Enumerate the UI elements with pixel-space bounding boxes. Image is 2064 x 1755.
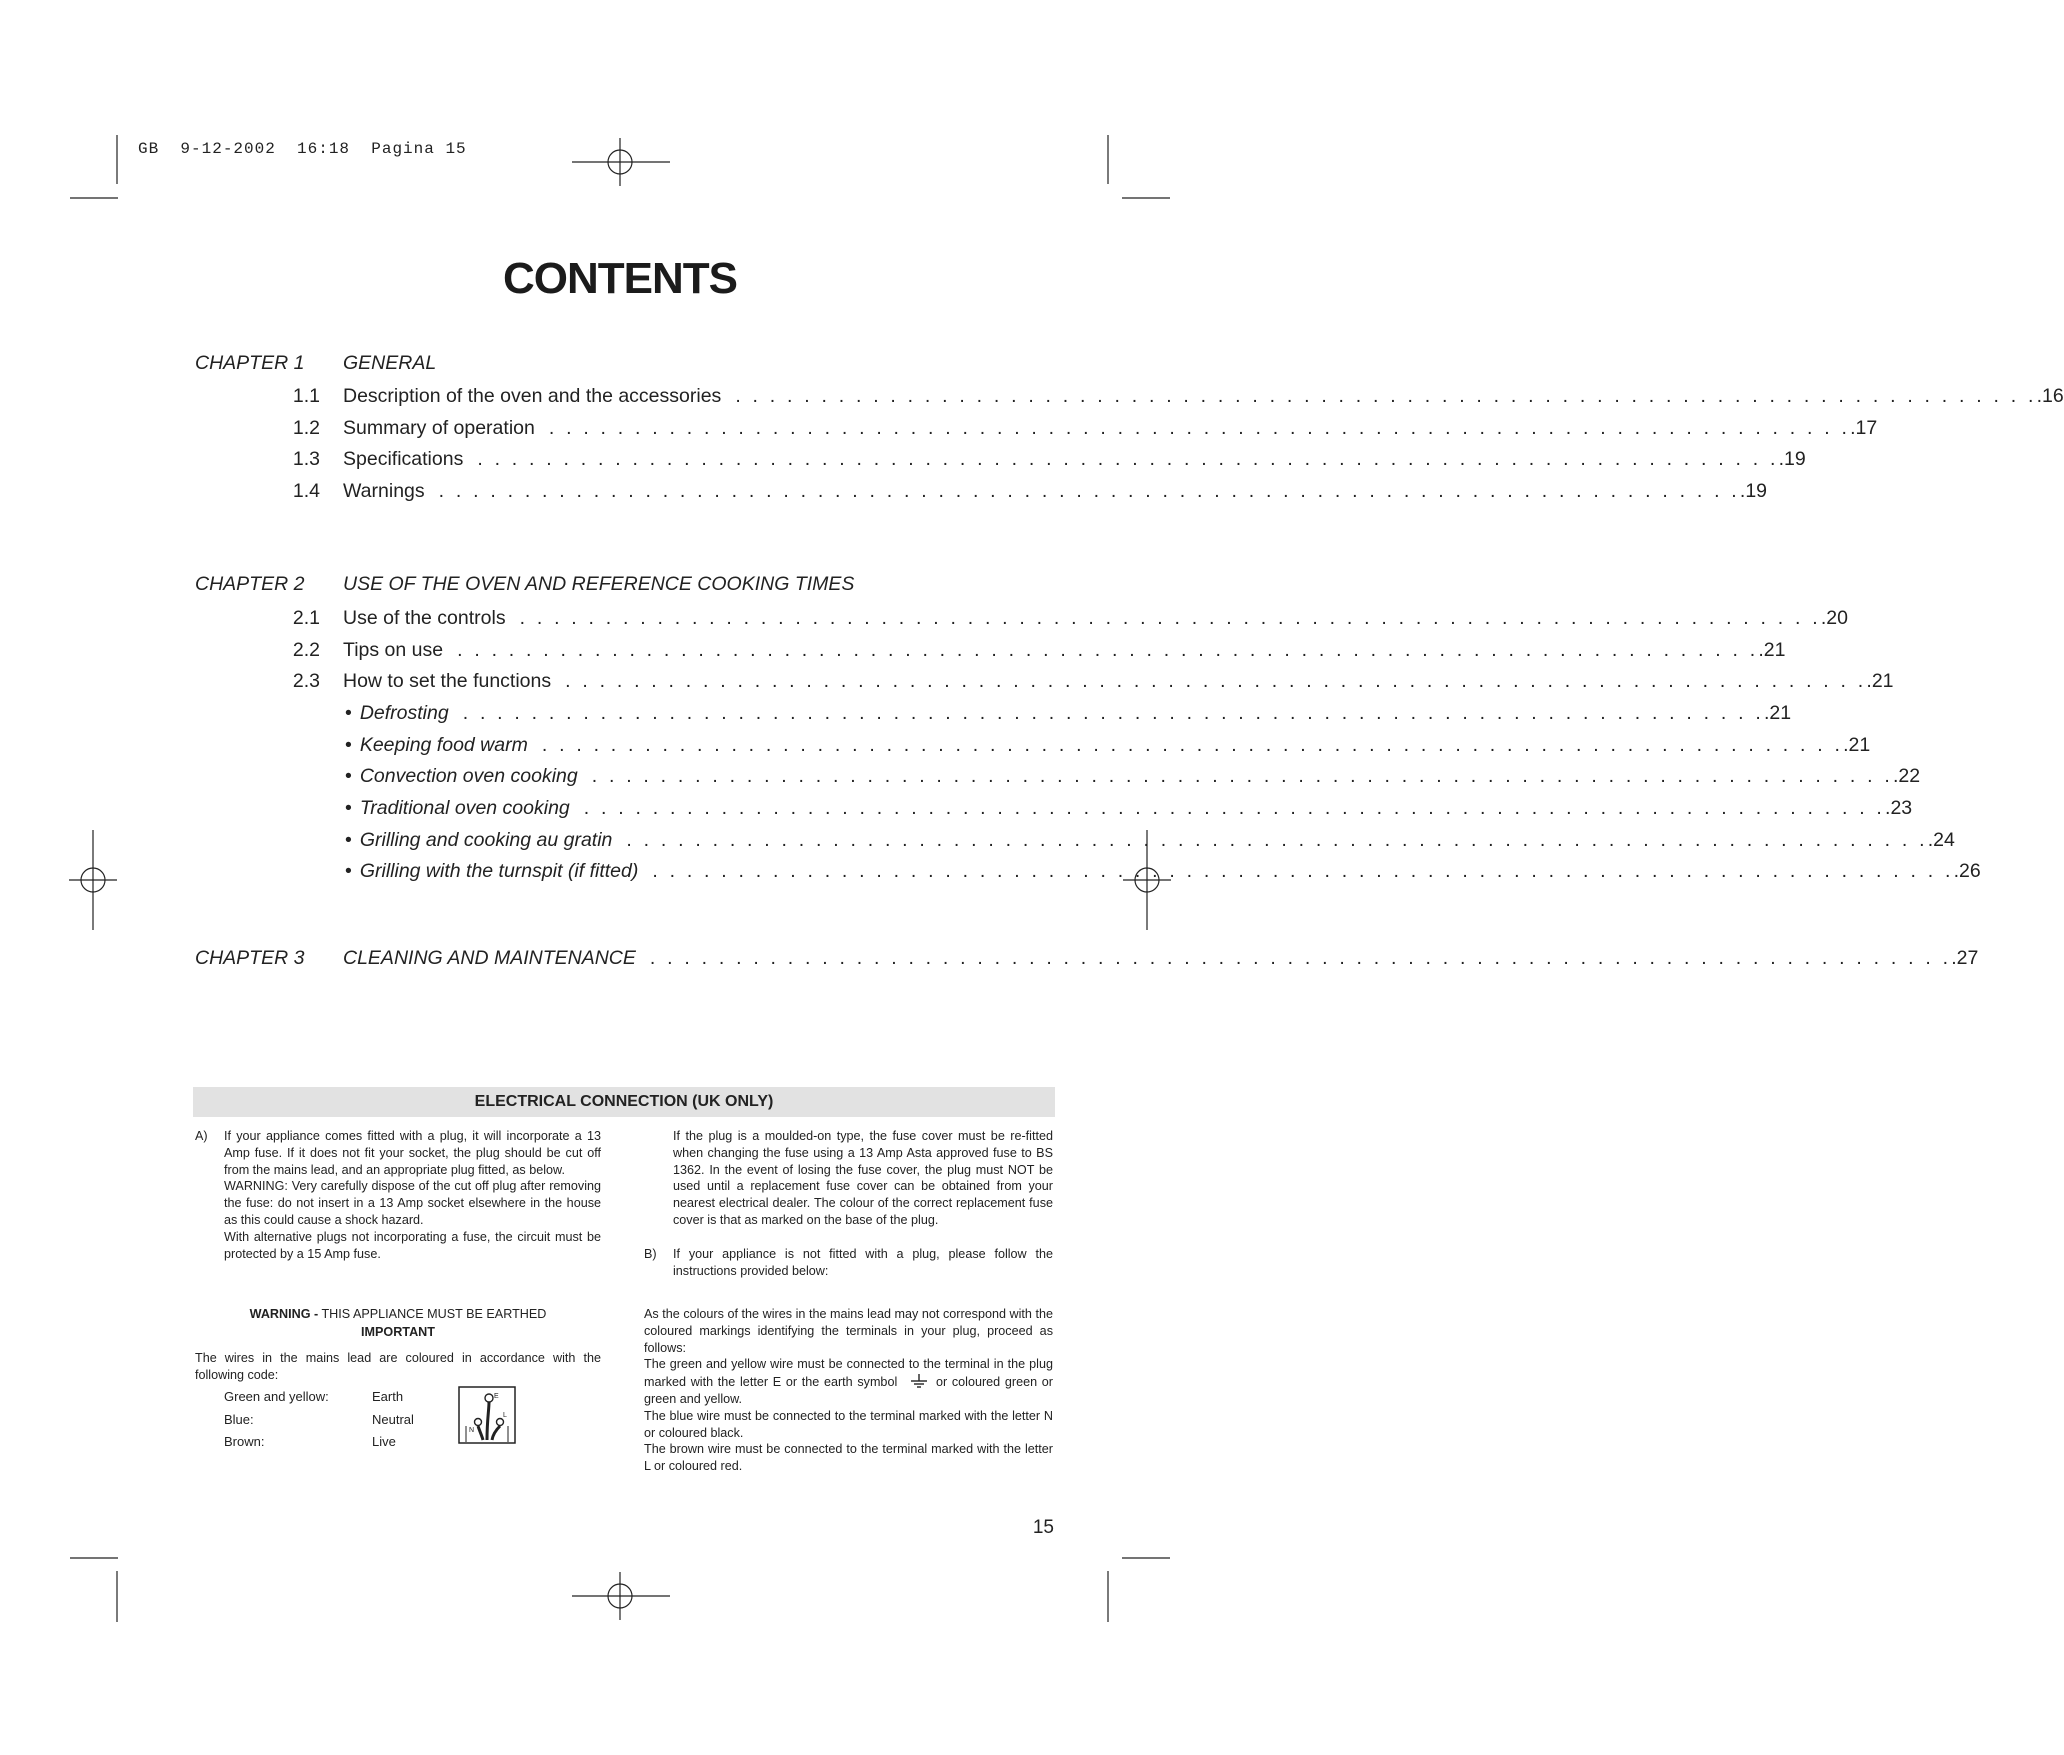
- chapter-label: CHAPTER 1: [195, 352, 305, 374]
- chapter-label: CHAPTER 3: [195, 947, 305, 969]
- toc-text: Grilling with the turnspit (if fitted): [359, 860, 639, 882]
- toc-text: Description of the oven and the accessories: [343, 385, 722, 407]
- toc-entry[interactable]: [195, 444, 1806, 474]
- bullet-icon: •: [345, 797, 352, 819]
- item-b-text: If your appliance is not fitted with a plug, please follow the instructions provided below:: [673, 1247, 1053, 1278]
- toc-leader: . . . . . . . . . . . . . . . . . . . . . . . . . . . . . . . . . . . . . . . . . . . . . . . . . . . . . . . . . . . . . . . . . . . . . . . . . . . .: [583, 797, 1886, 819]
- toc-entry[interactable]: [195, 476, 1768, 506]
- toc-bullet-entry[interactable]: [195, 761, 1921, 791]
- toc-page: .21: [1843, 734, 1871, 756]
- toc-number: 2.2: [292, 639, 320, 661]
- toc-number: 2.1: [292, 607, 320, 629]
- important-label: IMPORTANT: [361, 1325, 435, 1339]
- toc-leader: . . . . . . . . . . . . . . . . . . . . . . . . . . . . . . . . . . . . . . . . . . . . . . . . . . . . . . . . . . . . . . . . . . . . . . . . . . . .: [548, 417, 1851, 439]
- toc-leader: . . . . . . . . . . . . . . . . . . . . . . . . . . . . . . . . . . . . . . . . . . . . . . . . . . . . . . . . . . . . . . . . . . . . . . . . . . . .: [591, 765, 1893, 787]
- page-number: 15: [1032, 1517, 1054, 1538]
- earthed-warning: WARNING - THIS APPLIANCE MUST BE EARTHED: [249, 1307, 547, 1321]
- moulded-plug-text: If the plug is a moulded-on type, the fuse cover must be re-fitted when changing the fuse using a 13 Amp Asta approved fuse to BS 1362. In the event of losing the fuse cover, the plug must NOT be used until a replacement fuse cover can be obtained from your nearest electrical dealer. The colour of the correct replacement fuse cover is that as marked on the base of the plug.: [673, 1129, 1053, 1227]
- toc-leader: . . . . . . . . . . . . . . . . . . . . . . . . . . . . . . . . . . . . . . . . . . . . . . . . . . . . . . . . . . . . . . . . . . . . . . . . . . . .: [477, 448, 1779, 470]
- toc-leader: . . . . . . . . . . . . . . . . . . . . . . . . . . . . . . . . . . . . . . . . . . . . . . . . . . . . . . . . . . . . . . . . . . . . . . . . . . . .: [462, 702, 1764, 724]
- toc-text: How to set the functions: [343, 670, 552, 692]
- chapter-row: [195, 569, 1045, 599]
- toc-page: .23: [1885, 797, 1913, 819]
- toc-leader: . . . . . . . . . . . . . . . . . . . . . . . . . . . . . . . . . . . . . . . . . . . . . . . . . . . . . . . . . . . . . . . . . . . . . . . . . . . .: [519, 607, 1821, 629]
- toc-page: .21: [1763, 702, 1792, 724]
- chapter-title: USE OF THE OVEN AND REFERENCE COOKING TIMES: [343, 573, 855, 595]
- table-row: Green and yellow: Earth: [224, 1389, 404, 1404]
- bullet-icon: •: [345, 860, 352, 882]
- toc-number: 1.4: [292, 480, 320, 502]
- toc-text: Use of the controls: [343, 607, 506, 629]
- chapter-title: GENERAL: [343, 352, 437, 374]
- toc-bullet-entry[interactable]: [195, 856, 1981, 886]
- toc-page: .20: [1820, 607, 1848, 629]
- toc-page: .19: [1739, 480, 1768, 502]
- wires-intro: The wires in the mains lead are coloured in accordance with the following code:: [195, 1351, 601, 1382]
- toc-text: Defrosting: [359, 702, 449, 724]
- toc-number: 2.3: [292, 670, 320, 692]
- toc-leader: . . . . . . . . . . . . . . . . . . . . . . . . . . . . . . . . . . . . . . . . . . . . . . . . . . . . . . . . . . . . . . . . . . . . . . . . . . . .: [457, 639, 1759, 661]
- toc-bullet-entry[interactable]: [195, 793, 1913, 823]
- toc-leader: . . . . . . . . . . . . . . . . . . . . . . . . . . . . . . . . . . . . . . . . . . . . . . . . . . . . . . . . . . . . . . . . . . . . . . . . . . . .: [649, 947, 1952, 969]
- toc-number: 1.2: [292, 417, 320, 439]
- toc-number: 1.3: [292, 448, 320, 470]
- toc-text: Keeping food warm: [359, 734, 528, 756]
- wire-colour-table: [224, 1386, 414, 1454]
- table-row: Brown: Live: [224, 1434, 396, 1449]
- toc-leader: . . . . . . . . . . . . . . . . . . . . . . . . . . . . . . . . . . . . . . . . . . . . . . . . . . . . . . . . . . . . . . . . . . . . . . . . . . . .: [626, 829, 1928, 851]
- wiring-instructions: As the colours of the wires in the mains lead may not correspond with the coloured markings identifying the terminals in your plug, proceed as follows: The green and yellow wire must be connected to the terminal in the plug marked with the letter E or the earth symbol or coloured green or green and yellow. The blue wire must be connected to the terminal marked with the letter N or coloured black. The brown wire must be connected to the terminal marked with the letter L or coloured red.: [644, 1307, 1054, 1474]
- toc-page: .16: [2036, 385, 2064, 407]
- toc-number: 1.1: [292, 385, 320, 407]
- toc-page: .17: [1850, 417, 1878, 439]
- item-a-text: If your appliance comes fitted with a plug, it will incorporate a 13 Amp fuse. If it does not fit your socket, the plug should be cut off from the mains lead, and an appropriate plug fitted, as below. WARNING: Very carefully dispose of the cut off plug after removing the fuse: do not insert in a 13 Amp socket elsewhere in the house as this could cause a shock hazard. With alternative plugs not incorporating a fuse, the circuit must be protected by a 15 Amp fuse.: [224, 1129, 601, 1261]
- toc-page: .21: [1758, 639, 1786, 661]
- toc-page: .24: [1927, 829, 1955, 851]
- toc-bullet-entry[interactable]: [195, 825, 1955, 855]
- page-title: CONTENTS: [503, 254, 737, 303]
- toc-entry[interactable]: [195, 635, 1786, 665]
- toc-text: Warnings: [343, 480, 425, 502]
- toc-text: Tips on use: [343, 639, 444, 661]
- chapter-label: CHAPTER 2: [195, 573, 305, 595]
- toc-entry[interactable]: [195, 381, 2064, 411]
- plug-letter-l: L: [503, 1412, 507, 1419]
- toc-page: .26: [1953, 860, 1981, 882]
- toc-text: Specifications: [343, 448, 464, 470]
- toc-leader: . . . . . . . . . . . . . . . . . . . . . . . . . . . . . . . . . . . . . . . . . . . . . . . . . . . . . . . . . . . . . . . . . . . . . . . . . . . .: [735, 385, 2037, 407]
- electrical-heading: ELECTRICAL CONNECTION (UK ONLY): [193, 1087, 1055, 1117]
- plug-letter-n: N: [469, 1427, 475, 1434]
- chapter-row[interactable]: [195, 943, 1979, 973]
- item-b-label: B): [644, 1247, 657, 1261]
- table-row: Blue: Neutral: [224, 1411, 414, 1427]
- bullet-icon: •: [345, 765, 352, 787]
- toc-bullet-entry[interactable]: [195, 730, 1871, 760]
- print-slug: GB 9-12-2002 16:18 Pagina 15: [138, 140, 467, 158]
- toc-bullet-entry[interactable]: [195, 698, 1792, 728]
- toc-leader: . . . . . . . . . . . . . . . . . . . . . . . . . . . . . . . . . . . . . . . . . . . . . . . . . . . . . . . . . . . . . . . . . . . . . . . . . . . .: [438, 480, 1740, 502]
- earth-symbol-icon: [908, 1373, 930, 1389]
- toc-text: Traditional oven cooking: [359, 797, 570, 819]
- toc-entry[interactable]: [195, 413, 1878, 443]
- toc-text: Summary of operation: [343, 417, 535, 439]
- toc-text: Convection oven cooking: [359, 765, 578, 787]
- bullet-icon: •: [345, 829, 352, 851]
- plug-letter-e: E: [494, 1393, 499, 1400]
- item-a-label: A): [195, 1129, 208, 1143]
- chapter-row: [195, 348, 1045, 378]
- bullet-icon: •: [345, 702, 352, 724]
- toc-page: .27: [1951, 947, 1979, 969]
- toc-page: .22: [1893, 765, 1921, 787]
- toc-page: .19: [1778, 448, 1806, 470]
- toc-entry[interactable]: [195, 666, 1894, 696]
- plug-wiring-diagram: [458, 1386, 516, 1444]
- toc-page: .21: [1866, 670, 1894, 692]
- chapter-title: CLEANING AND MAINTENANCE: [343, 947, 636, 969]
- toc-leader: . . . . . . . . . . . . . . . . . . . . . . . . . . . . . . . . . . . . . . . . . . . . . . . . . . . . . . . . . . . . . . . . . . . . . . . . . . . .: [541, 734, 1844, 756]
- toc-leader: . . . . . . . . . . . . . . . . . . . . . . . . . . . . . . . . . . . . . . . . . . . . . . . . . . . . . . . . . . . . . . . . . . . . . . . . . . . .: [652, 860, 1954, 882]
- toc-leader: . . . . . . . . . . . . . . . . . . . . . . . . . . . . . . . . . . . . . . . . . . . . . . . . . . . . . . . . . . . . . . . . . . . . . . . . . . . .: [565, 670, 1867, 692]
- toc-entry[interactable]: [195, 603, 1848, 633]
- toc-text: Grilling and cooking au gratin: [359, 829, 613, 851]
- bullet-icon: •: [345, 734, 352, 756]
